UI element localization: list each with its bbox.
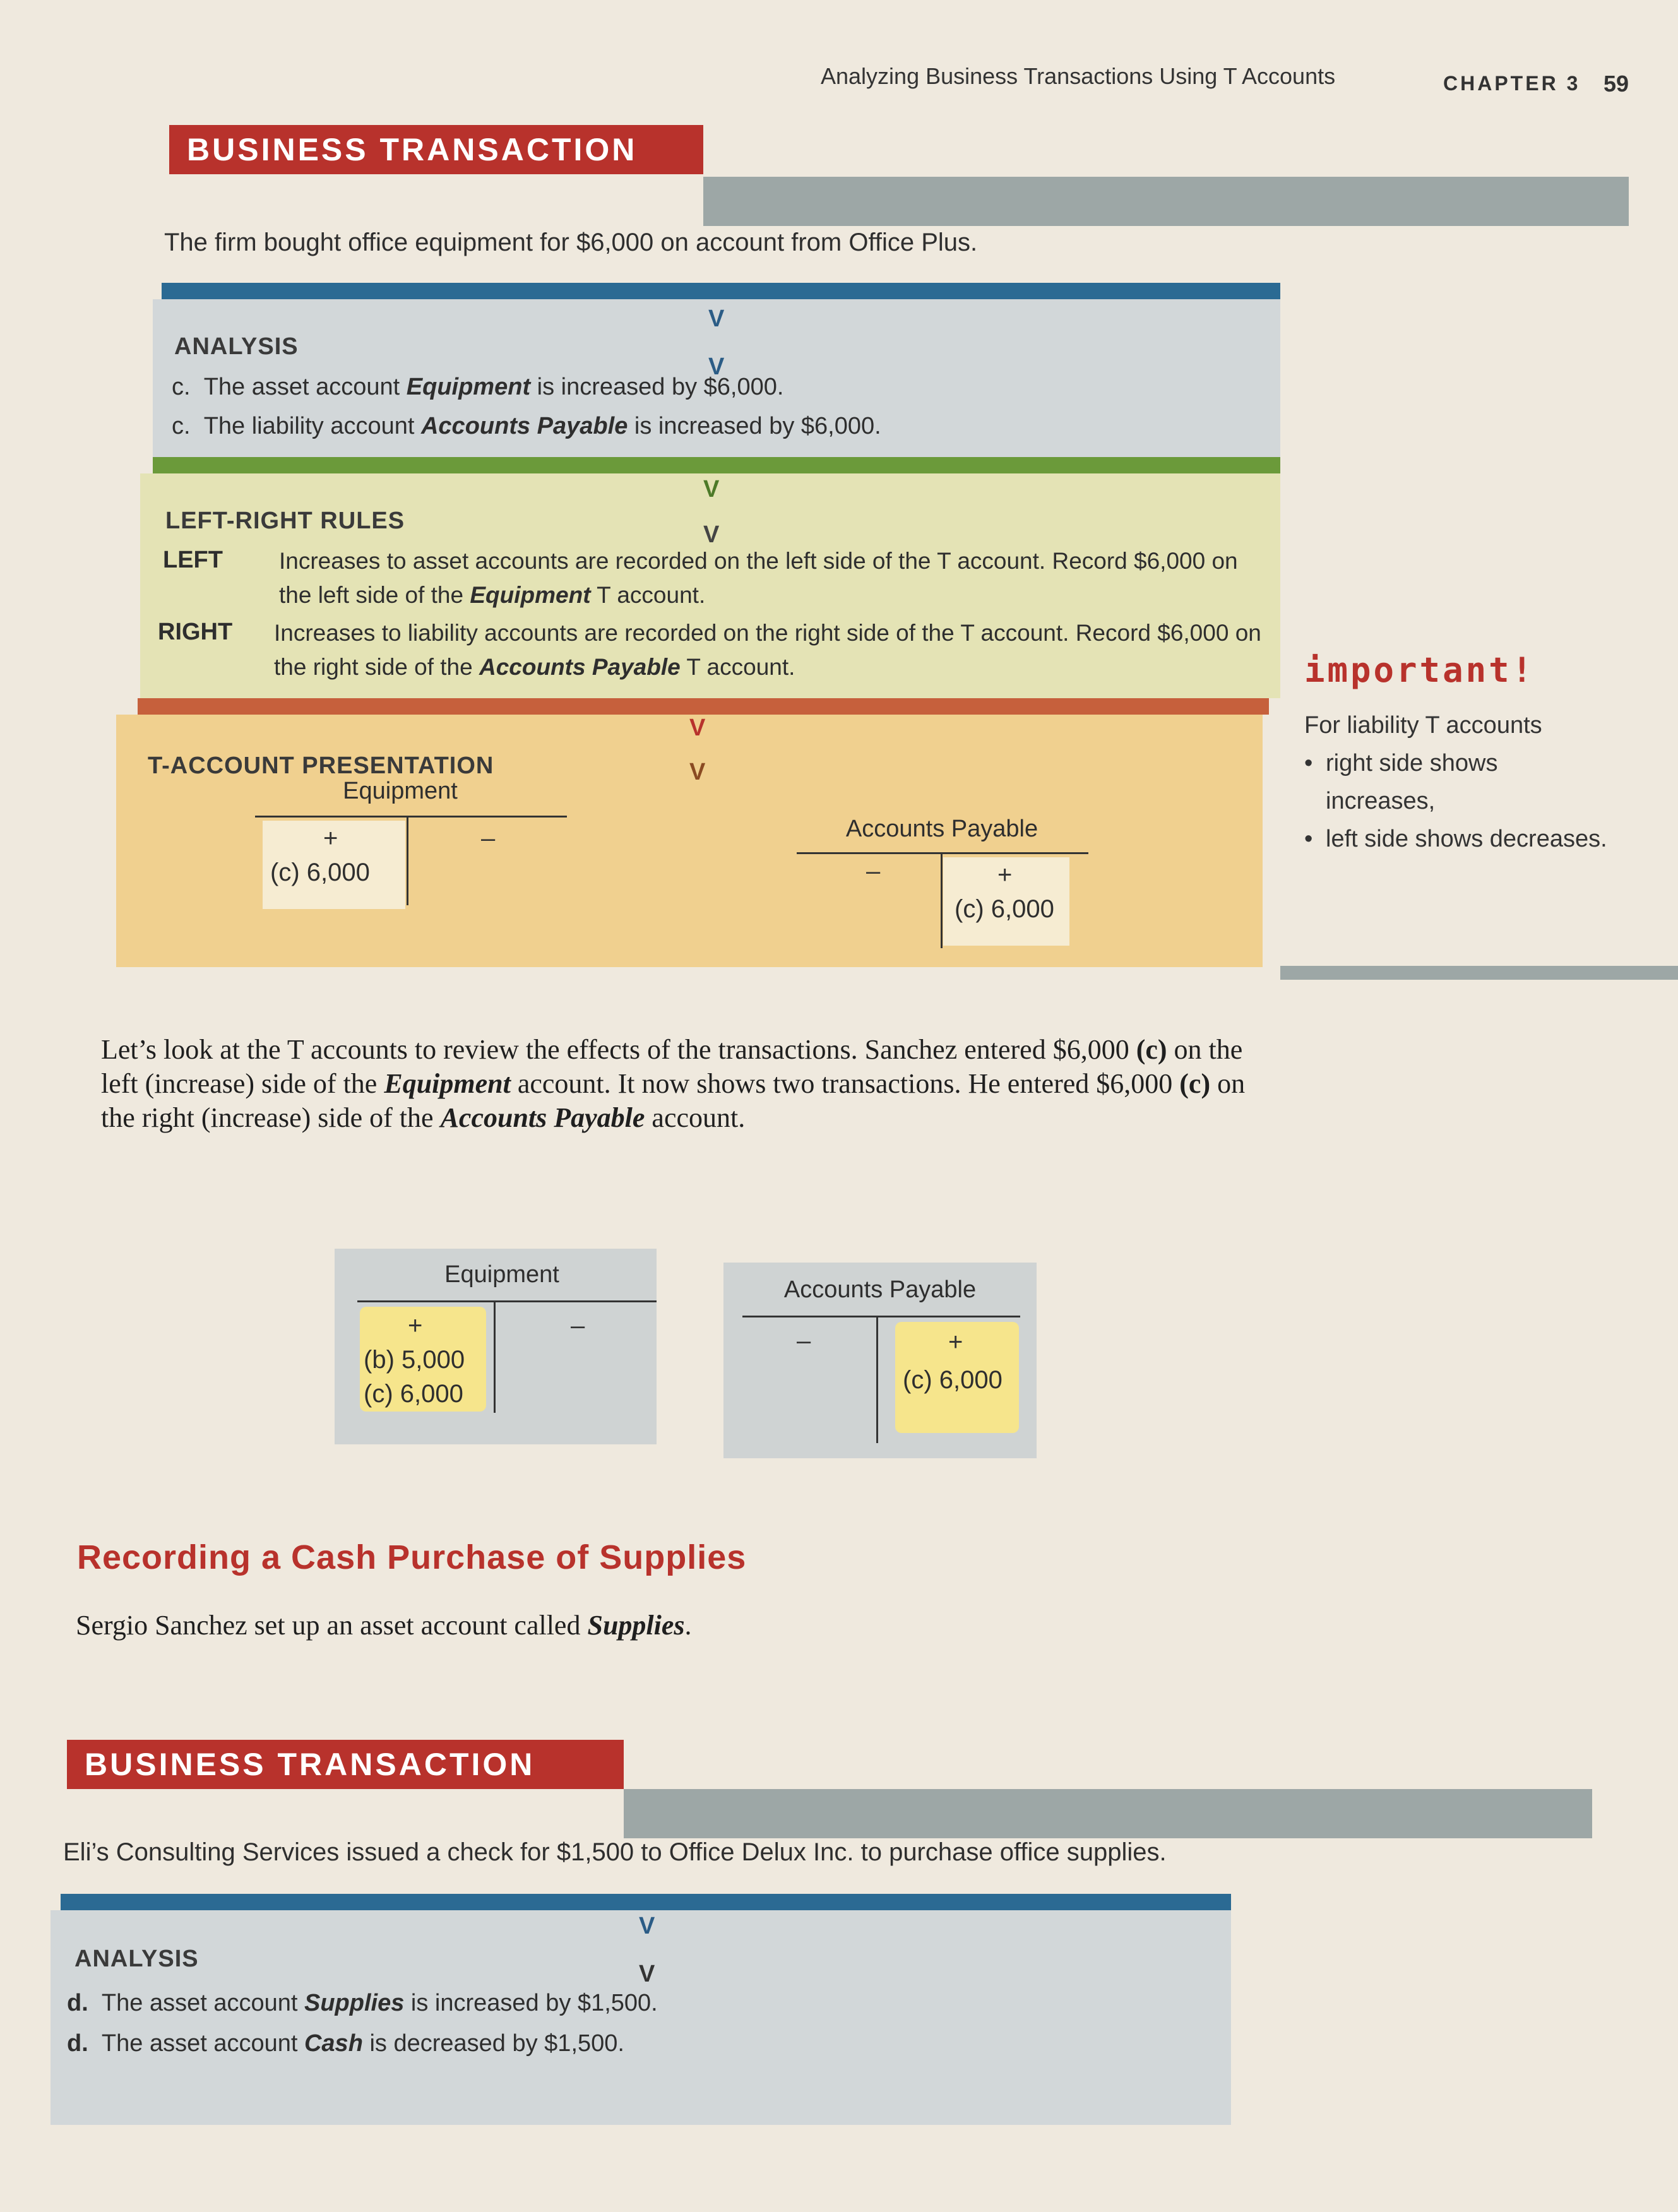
plus-sign: + (997, 861, 1013, 889)
business-transaction-banner (67, 1740, 1592, 1789)
transaction-description: The firm bought office equipment for $6,000 on account from Office Plus. (164, 229, 978, 256)
minus-sign: – (797, 1327, 811, 1355)
analysis-line: c. The liability account Accounts Payable is increased by $6,000. (172, 413, 881, 439)
t-account-top-line (742, 1316, 1020, 1317)
analysis-letter: d. (67, 1990, 88, 2016)
important-intro: For liability T accounts (1304, 712, 1542, 739)
important-sidebar (1304, 650, 1658, 858)
rule-right-key: RIGHT (158, 619, 233, 645)
section-heading: Recording a Cash Purchase of Supplies (77, 1538, 747, 1576)
rule-left-key: LEFT (163, 547, 223, 573)
bullet-icon: • (1304, 826, 1313, 852)
sidebar-rule (1280, 966, 1678, 980)
rule-right-text: Increases to liability accounts are recorded on the right side of the T account. Record $6,000 on the right side of the Accounts Payable T account. (274, 620, 1261, 680)
banner-gray-bar (703, 177, 1629, 226)
t-account-title: Equipment (343, 778, 458, 804)
rules-panel (140, 473, 1280, 698)
plus-sign: + (948, 1328, 963, 1356)
business-transaction-banner (169, 125, 1629, 174)
plus-sign: + (323, 824, 338, 852)
chevron-down-icon: V (703, 521, 720, 548)
section-intro: Sergio Sanchez set up an asset account called Supplies. (76, 1610, 692, 1641)
account-name: Equipment (406, 374, 531, 400)
chevron-down-icon: V (703, 476, 720, 502)
t-account-entry: (c) 6,000 (270, 859, 370, 886)
analysis-letter: c. (172, 413, 191, 439)
chevron-down-icon: V (689, 715, 706, 741)
chevron-down-icon: V (639, 1913, 655, 1939)
t-account-title: Accounts Payable (783, 1276, 977, 1303)
review-t-account-accounts-payable (723, 1263, 1037, 1458)
t-account-divider (941, 853, 943, 948)
account-name: Cash (304, 2030, 363, 2057)
important-title: important! (1304, 650, 1535, 690)
t-account-title: Accounts Payable (845, 816, 1038, 842)
presentation-panel (116, 715, 1263, 967)
bullet-icon: • (1304, 750, 1313, 776)
t-account-title: Equipment (444, 1261, 559, 1288)
t-account-entry: (c) 6,000 (903, 1366, 1003, 1394)
chevron-down-icon: V (639, 1961, 655, 1987)
analysis-panel (51, 1910, 1231, 2125)
account-name: Equipment (470, 582, 591, 608)
important-bullet: • left side shows decreases. (1304, 820, 1658, 858)
analysis-stripe (162, 283, 1280, 299)
t-account-divider (407, 817, 408, 905)
t-account-divider (876, 1317, 878, 1443)
analysis-letter: c. (172, 374, 191, 400)
rule-left-text: Increases to asset accounts are recorded on the left side of the T account. Record $6,000 on the left side of the Equipment T account. (279, 548, 1238, 608)
chevron-down-icon: V (708, 354, 725, 380)
banner-label: BUSINESS TRANSACTION (67, 1740, 624, 1789)
presentation-heading: T-ACCOUNT PRESENTATION (148, 752, 494, 779)
t-account-top-line (797, 852, 1088, 854)
presentation-stripe (138, 698, 1269, 715)
t-account-entry: (b) 5,000 (364, 1346, 465, 1374)
minus-sign: – (571, 1312, 585, 1340)
t-account-divider (494, 1302, 496, 1413)
running-head: Analyzing Business Transactions Using T Accounts (821, 63, 1336, 89)
analysis-line: c. The asset account Equipment is increased by $6,000. (172, 374, 784, 400)
analysis-line: d. The asset account Supplies is increased by $1,500. (67, 1990, 658, 2016)
analysis-letter: d. (67, 2030, 88, 2057)
account-name: Accounts Payable (440, 1102, 645, 1133)
account-name: Supplies (587, 1610, 685, 1641)
t-account-top-line (357, 1300, 657, 1302)
t-account-top-line (255, 816, 567, 818)
account-name: Accounts Payable (420, 413, 628, 439)
analysis-line: d. The asset account Cash is decreased by $1,500. (67, 2030, 624, 2057)
review-t-account-equipment (335, 1249, 657, 1444)
transaction-description: Eli’s Consulting Services issued a check for $1,500 to Office Delux Inc. to purchase office supplies. (63, 1838, 1167, 1866)
account-name: Supplies (304, 1990, 405, 2016)
plus-sign: + (408, 1312, 423, 1340)
chapter-label: CHAPTER 3 (1443, 72, 1581, 95)
chevron-down-icon: V (689, 759, 706, 785)
banner-gray-bar (624, 1789, 1592, 1838)
t-account-accounts-payable (797, 816, 1125, 954)
banner-label: BUSINESS TRANSACTION (169, 125, 703, 174)
minus-sign: – (481, 824, 496, 852)
page-number: 59 (1604, 71, 1629, 97)
analysis-panel (153, 299, 1280, 457)
rules-stripe (153, 457, 1280, 473)
important-bullet: • right side shows increases, (1304, 744, 1658, 820)
t-account-equipment (255, 778, 571, 917)
account-name: Accounts Payable (479, 654, 681, 680)
t-account-entry: (c) 6,000 (364, 1380, 463, 1408)
chevron-down-icon: V (708, 306, 725, 332)
rules-heading: LEFT-RIGHT RULES (165, 508, 405, 534)
t-account-entry: (c) 6,000 (955, 895, 1054, 923)
minus-sign: – (866, 857, 881, 885)
analysis-stripe (61, 1894, 1231, 1910)
review-paragraph: Let’s look at the T accounts to review the effects of the transactions. Sanchez entered $6,000 (c) on the left (increase) side of the Equipment account. It now shows two transactions. He entered $6,000 (c) on the right (increase) side of the Accounts Payable account. (101, 1034, 1246, 1133)
account-name: Equipment (384, 1068, 511, 1099)
analysis-heading: ANALYSIS (74, 1946, 199, 1972)
analysis-heading: ANALYSIS (174, 333, 299, 360)
